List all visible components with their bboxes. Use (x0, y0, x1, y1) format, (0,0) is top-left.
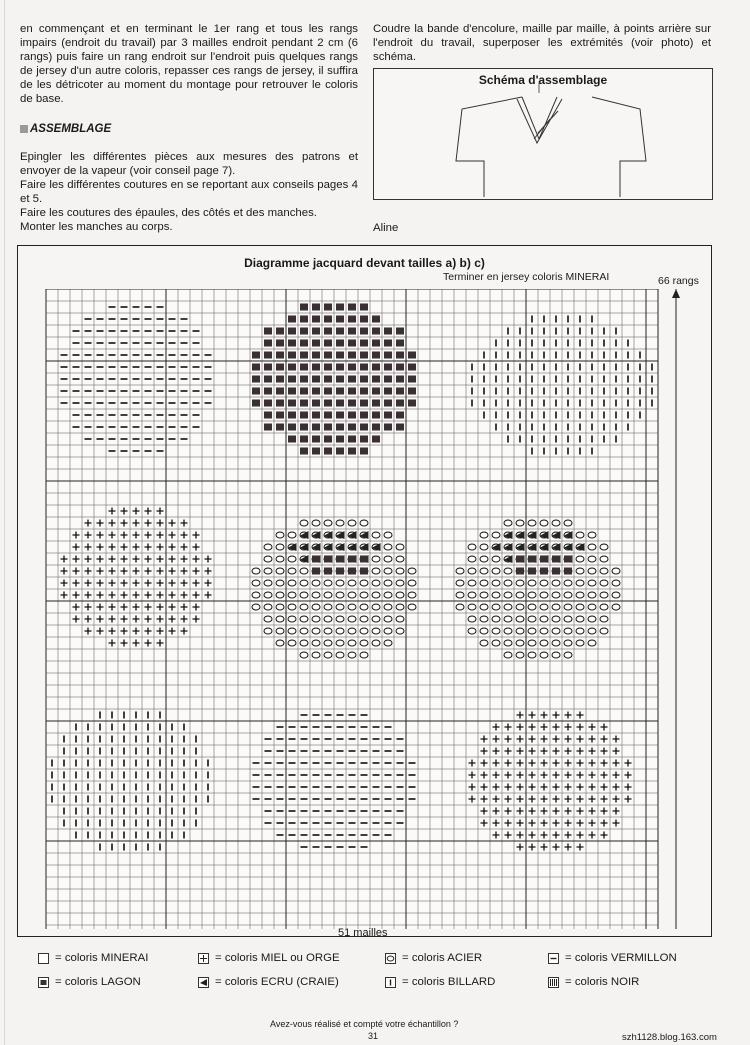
jacquard-chart-frame (17, 245, 712, 937)
stitch-noir (516, 556, 524, 563)
legend-item-lagon (38, 976, 141, 988)
stitch-noir (288, 388, 296, 395)
legend-item-miel (198, 952, 340, 964)
stitch-noir (348, 388, 356, 395)
stitch-noir (528, 556, 536, 563)
stitch-noir (372, 328, 380, 335)
stitch-noir (312, 328, 320, 335)
dash-symbol-icon (548, 953, 559, 964)
stitch-noir (300, 388, 308, 395)
stitch-noir (288, 412, 296, 419)
stitch-noir (408, 376, 416, 383)
stitch-noir (312, 556, 320, 563)
stitch-noir (372, 412, 380, 419)
stitch-noir (324, 448, 332, 455)
blog-watermark: szh1128.blog.163.com (622, 1032, 717, 1043)
stitch-noir (300, 400, 308, 407)
stitch-noir (540, 568, 548, 575)
filled-square-symbol-icon (38, 977, 49, 988)
stitch-noir (360, 352, 368, 359)
legend-item-minerai (38, 952, 148, 964)
stitch-noir (336, 364, 344, 371)
stitch-noir (348, 376, 356, 383)
oval-symbol-icon (385, 953, 396, 964)
stitch-noir (276, 388, 284, 395)
stitch-noir (288, 364, 296, 371)
stitch-noir (348, 436, 356, 443)
stitch-noir (372, 388, 380, 395)
stitch-noir (408, 364, 416, 371)
stitches-label: 51 mailles (338, 927, 388, 939)
stitch-noir (348, 400, 356, 407)
stitch-noir (336, 556, 344, 563)
stitch-noir (264, 412, 272, 419)
stitch-noir (288, 376, 296, 383)
color-legend (38, 952, 718, 998)
stitch-noir (336, 424, 344, 431)
stripes-symbol-icon (548, 977, 559, 988)
stitch-noir (384, 412, 392, 419)
stitch-noir (300, 376, 308, 383)
stitch-noir (312, 316, 320, 323)
right-column (373, 22, 711, 64)
neckband-paragraph: Coudre la bande d'encolure, maille par maille, à points arrière sur l'endroit du travail, superposer les extrémités (voir photo) et schéma. (373, 23, 711, 63)
plus-symbol-icon (198, 953, 209, 964)
stitch-noir (312, 436, 320, 443)
stitch-noir (372, 340, 380, 347)
stitch-noir (324, 364, 332, 371)
stitch-noir (372, 400, 380, 407)
stitch-noir (324, 400, 332, 407)
assembly-line: Monter les manches au corps. (20, 221, 173, 233)
stitch-noir (252, 352, 260, 359)
stitch-noir (276, 412, 284, 419)
stitch-noir (300, 412, 308, 419)
stitch-noir (348, 556, 356, 563)
section-square-icon (20, 125, 28, 133)
rows-arrow-top (672, 289, 680, 298)
stitch-noir (312, 412, 320, 419)
stitch-noir (324, 436, 332, 443)
stitch-noir (372, 376, 380, 383)
stitch-noir (264, 376, 272, 383)
schema-title: Schéma d'assemblage (478, 73, 608, 87)
stitch-noir (336, 388, 344, 395)
legend-label: = coloris VERMILLON (565, 952, 677, 964)
stitch-noir (336, 352, 344, 359)
stitch-noir (324, 328, 332, 335)
stitch-noir (324, 352, 332, 359)
legend-label: = coloris NOIR (565, 976, 640, 988)
stitch-noir (300, 364, 308, 371)
stitch-noir (300, 436, 308, 443)
stitch-noir (324, 556, 332, 563)
stitch-noir (528, 568, 536, 575)
stitch-noir (540, 556, 548, 563)
stitch-noir (336, 436, 344, 443)
stitch-noir (288, 340, 296, 347)
stitch-noir (252, 376, 260, 383)
stitch-noir (300, 340, 308, 347)
legend-label: = coloris LAGON (55, 976, 141, 988)
stitch-noir (312, 388, 320, 395)
stitch-noir (408, 400, 416, 407)
stitch-noir (360, 364, 368, 371)
page-binding-edge (4, 0, 5, 1045)
stitch-noir (348, 316, 356, 323)
assembly-line: Faire les différentes coutures en se reportant aux conseils pages 4 et 5. (20, 179, 358, 205)
legend-item-vermillon (548, 952, 677, 964)
stitch-noir (276, 400, 284, 407)
stitch-noir (396, 412, 404, 419)
stitch-noir (336, 412, 344, 419)
schema-drawing (374, 69, 712, 199)
stitch-noir (336, 328, 344, 335)
stitch-noir (396, 340, 404, 347)
legend-label: = coloris MINERAI (55, 952, 149, 964)
stitch-noir (348, 304, 356, 311)
stitch-noir (384, 352, 392, 359)
stitch-noir (276, 364, 284, 371)
stitch-noir (396, 328, 404, 335)
stitch-noir (312, 340, 320, 347)
stitch-noir (384, 340, 392, 347)
stitch-noir (348, 340, 356, 347)
legend-label: = coloris BILLARD (402, 976, 496, 988)
footer-question: Avez-vous réalisé et compté votre échantillon ? (270, 1019, 459, 1029)
stitch-noir (408, 352, 416, 359)
stitch-noir (276, 424, 284, 431)
stitch-noir (300, 328, 308, 335)
stitch-noir (312, 304, 320, 311)
stitch-noir (336, 376, 344, 383)
stitch-noir (348, 568, 356, 575)
stitch-noir (384, 400, 392, 407)
chart-subtitle: Terminer en jersey coloris MINERAI (443, 271, 610, 283)
stitch-noir (360, 376, 368, 383)
legend-item-ecru (198, 976, 339, 988)
stitch-noir (288, 424, 296, 431)
stitch-noir (360, 448, 368, 455)
chart-title: Diagramme jacquard devant tailles a) b) c) (244, 256, 485, 270)
legend-item-acier (385, 952, 482, 964)
stitch-noir (384, 364, 392, 371)
minerai-symbol-icon (38, 953, 49, 964)
stitch-noir (276, 328, 284, 335)
stitch-noir (384, 388, 392, 395)
stitch-noir (372, 436, 380, 443)
stitch-noir (288, 400, 296, 407)
assembly-schema (373, 68, 713, 200)
triangle-symbol-icon (198, 977, 209, 988)
stitch-noir (312, 376, 320, 383)
stitch-noir (384, 328, 392, 335)
stitch-noir (384, 376, 392, 383)
stitch-noir (288, 328, 296, 335)
stitch-noir (264, 364, 272, 371)
stitch-noir (360, 388, 368, 395)
assembly-line: Epingler les différentes pièces aux mesures des patrons et envoyer de la vapeur (voir conseil page 7). (20, 151, 358, 177)
stitch-noir (312, 364, 320, 371)
stitch-noir (336, 448, 344, 455)
stitch-noir (360, 400, 368, 407)
stitch-noir (252, 388, 260, 395)
vertical-bar-symbol-icon (385, 977, 396, 988)
stitch-noir (564, 556, 572, 563)
stitch-noir (300, 448, 308, 455)
stitch-noir (264, 328, 272, 335)
stitch-noir (264, 388, 272, 395)
stitch-noir (324, 304, 332, 311)
stitch-noir (552, 556, 560, 563)
left-column (20, 22, 358, 234)
stitch-noir (288, 316, 296, 323)
stitch-noir (276, 340, 284, 347)
legend-label: = coloris ACIER (402, 952, 483, 964)
stitch-noir (324, 376, 332, 383)
legend-item-billard (385, 976, 495, 988)
stitch-noir (360, 316, 368, 323)
stitch-noir (312, 424, 320, 431)
stitch-noir (396, 364, 404, 371)
stitch-noir (264, 352, 272, 359)
stitch-noir (360, 412, 368, 419)
stitch-noir (516, 568, 524, 575)
stitch-noir (348, 364, 356, 371)
stitch-noir (360, 304, 368, 311)
intro-paragraph: en commençant et en terminant le 1er rang et tous les rangs impairs (endroit du travail) par 3 mailles endroit pendant 2 cm (6 rangs) puis faire un rang endroit sur l'endroit puis quelques rangs de jersey d'un autre coloris, repasser ces rangs de jersey, il suffira de les détricoter au moment du montage pour retrouver le coloris de base. (20, 23, 358, 105)
stitch-noir (336, 304, 344, 311)
stitch-noir (360, 328, 368, 335)
stitch-noir (300, 316, 308, 323)
stitch-noir (252, 400, 260, 407)
stitch-noir (396, 400, 404, 407)
stitch-noir (360, 568, 368, 575)
stitch-noir (336, 340, 344, 347)
section-heading (20, 122, 358, 136)
stitch-noir (300, 424, 308, 431)
legend-label: = coloris ECRU (CRAIE) (215, 976, 339, 988)
stitch-noir (372, 316, 380, 323)
stitch-noir (312, 352, 320, 359)
stitch-noir (252, 364, 260, 371)
stitch-noir (408, 388, 416, 395)
stitch-noir (348, 328, 356, 335)
stitch-noir (264, 400, 272, 407)
stitch-noir (372, 424, 380, 431)
stitch-noir (300, 352, 308, 359)
legend-item-noir (548, 976, 639, 988)
stitch-noir (324, 568, 332, 575)
stitch-noir (276, 352, 284, 359)
stitch-noir (396, 388, 404, 395)
rows-label: 66 rangs (658, 275, 699, 287)
stitch-noir (348, 424, 356, 431)
stitch-noir (396, 352, 404, 359)
stitch-noir (312, 448, 320, 455)
stitch-noir (348, 352, 356, 359)
stitch-noir (336, 568, 344, 575)
section-title: ASSEMBLAGE (30, 123, 112, 135)
stitch-noir (372, 364, 380, 371)
jacquard-grid (43, 289, 688, 929)
stitch-noir (312, 400, 320, 407)
assembly-line: Faire les coutures des épaules, des côtés et des manches. (20, 207, 317, 219)
stitch-noir (336, 400, 344, 407)
stitch-noir (324, 316, 332, 323)
stitch-noir (348, 412, 356, 419)
stitch-noir (396, 424, 404, 431)
stitch-noir (288, 436, 296, 443)
stitch-noir (360, 424, 368, 431)
stitch-noir (288, 352, 296, 359)
stitch-noir (324, 412, 332, 419)
stitch-noir (360, 340, 368, 347)
stitch-noir (372, 352, 380, 359)
stitch-noir (360, 556, 368, 563)
stitch-noir (360, 436, 368, 443)
stitch-noir (336, 316, 344, 323)
stitch-noir (264, 424, 272, 431)
stitch-noir (264, 340, 272, 347)
page-number: 31 (368, 1031, 379, 1041)
stitch-noir (564, 568, 572, 575)
legend-label: = coloris MIEL ou ORGE (215, 952, 340, 964)
stitch-noir (552, 568, 560, 575)
stitch-noir (324, 424, 332, 431)
stitch-noir (312, 568, 320, 575)
stitch-noir (348, 448, 356, 455)
stitch-noir (300, 304, 308, 311)
stitch-noir (276, 376, 284, 383)
stitch-noir (396, 376, 404, 383)
stitch-noir (324, 388, 332, 395)
stitch-noir (324, 340, 332, 347)
author-signature: Aline (373, 222, 399, 234)
stitch-noir (384, 424, 392, 431)
